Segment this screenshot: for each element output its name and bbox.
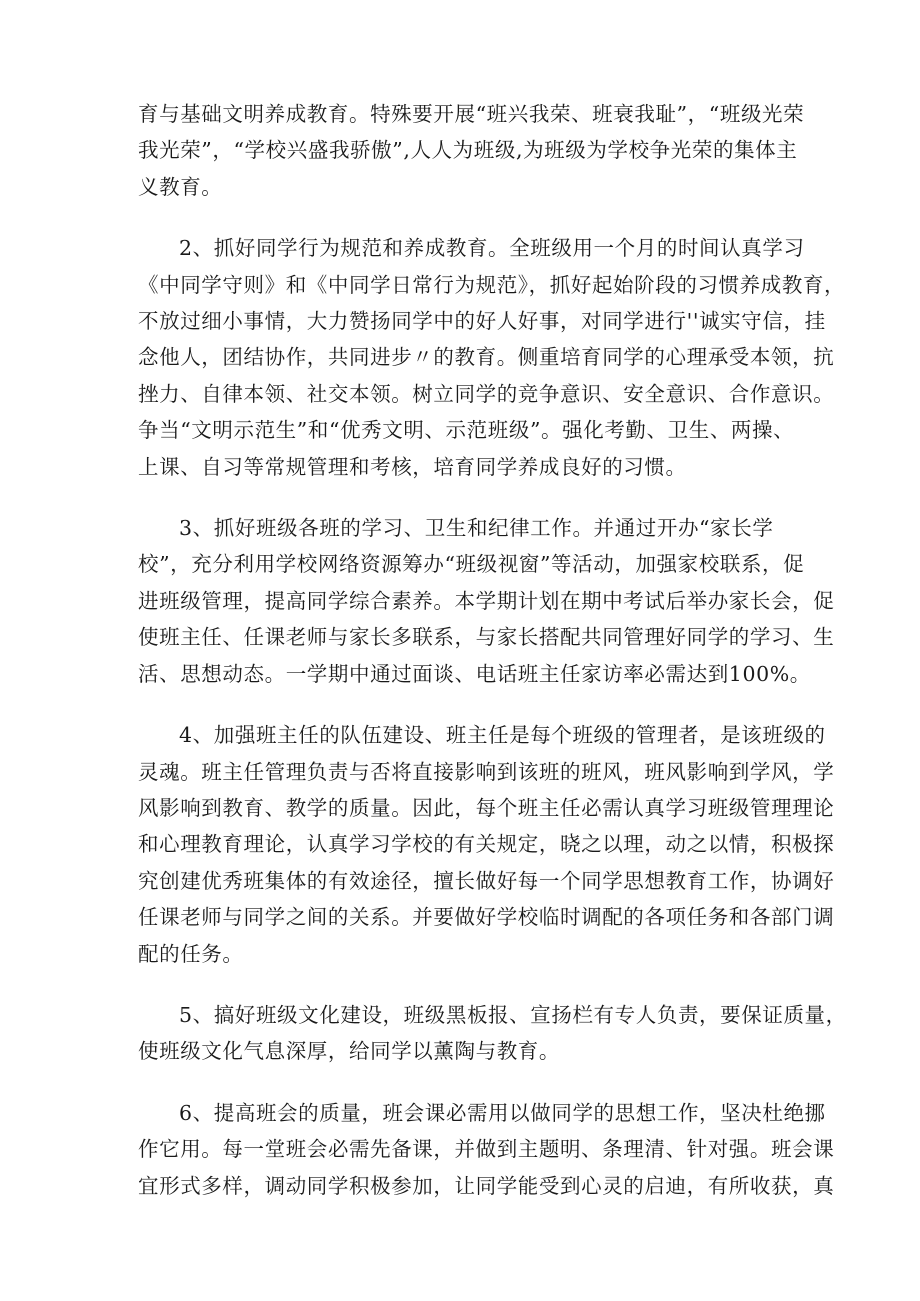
text-line: 使班级文化气息深厚，给同学以薰陶与教育。 [138, 1039, 560, 1064]
text-line: 进班级管理，提高同学综合素养。本学期计划在期中考试后举办家长会，促 [138, 588, 835, 613]
text-line: 上课、自习等常规管理和考核，培育同学养成良好的习惯。 [138, 454, 687, 479]
text-line: 2、抓好同学行为规范和养成教育。全班级用一个月的时间认真学习 [179, 236, 805, 261]
text-line: 育与基础文明养成教育。特殊要开展“班兴我荣、班衰我耻”，“班级光荣 [138, 102, 805, 126]
text-line: 挫力、自律本领、社交本领。树立同学的竞争意识、安全意识、合作意识。 [138, 381, 835, 406]
text-line: 念他人，团结协作，共同进步〃的教育。侧重培育同学的心理承受本领，抗 [138, 345, 835, 370]
text-line: 我光荣”，“学校兴盛我骄傲”,人人为班级,为班级为学校争光荣的集体主 [138, 138, 798, 163]
paragraph-item-3 [138, 510, 835, 692]
text-line: 究创建优秀班集体的有效途径，擅长做好每一个同学思想教育工作，协调好 [138, 868, 835, 893]
paragraph-item-4 [138, 717, 835, 972]
text-line: 3、抓好班级各班的学习、卫生和纪律工作。并通过开办“家长学 [179, 516, 774, 541]
text-line: 作它用。每一堂班会必需先备课，并做到主题明、条理清、针对强。班会课 [138, 1137, 835, 1162]
text-line: 4、加强班主任的队伍建设、班主任是每个班级的管理者，是该班级的 [179, 723, 826, 748]
text-line: 使班主任、任课老师与家长多联系，与家长搭配共同管理好同学的学习、生 [138, 625, 835, 650]
text-line: 配的任务。 [138, 941, 244, 966]
text-line: 《中同学守则》和《中同学日常行为规范》，抓好起始阶段的习惯养成教育， [138, 272, 846, 297]
text-line: 义教育。 [138, 174, 223, 199]
text-line: 任课老师与同学之间的关系。并要做好学校临时调配的各项任务和各部门调 [138, 905, 835, 930]
paragraph-item-2 [138, 230, 846, 485]
text-line: 不放过细小事情，大力赞扬同学中的好人好事，对同学进行''诚实守信，挂 [138, 309, 826, 334]
text-line: 宜形式多样，调动同学积极参加，让同学能受到心灵的启迪，有所收获，真 [138, 1173, 835, 1198]
document-body [138, 96, 847, 1229]
text-line: 5、搞好班级文化建设，班级黑板报、宣扬栏有专人负责，要保证质量， [179, 1002, 847, 1027]
paragraph-item-5 [138, 997, 847, 1070]
text-line: 和心理教育理论，认真学习学校的有关规定，晓之以理，动之以情，积极探 [138, 832, 835, 857]
paragraph-continuation [138, 96, 805, 205]
text-line: 活、思想动态。一学期中通过面谈、电话班主任家访率必需达到100%。 [138, 661, 811, 686]
text-line: 灵魂。班主任管理负责与否将直接影响到该班的班风，班风影响到学风，学 [138, 759, 835, 784]
text-line: 风影响到教育、教学的质量。因此，每个班主任必需认真学习班级管理理论 [138, 795, 835, 820]
paragraph-item-6 [138, 1095, 835, 1204]
text-line: 争当“文明示范生”和“优秀文明、示范班级”。强化考勤、卫生、两操、 [138, 418, 795, 443]
text-line: 6、提高班会的质量，班会课必需用以做同学的思想工作，坚决杜绝挪 [179, 1100, 826, 1125]
text-line: 校”，充分利用学校网络资源筹办“班级视窗”等活动，加强家校联系，促 [138, 552, 805, 577]
